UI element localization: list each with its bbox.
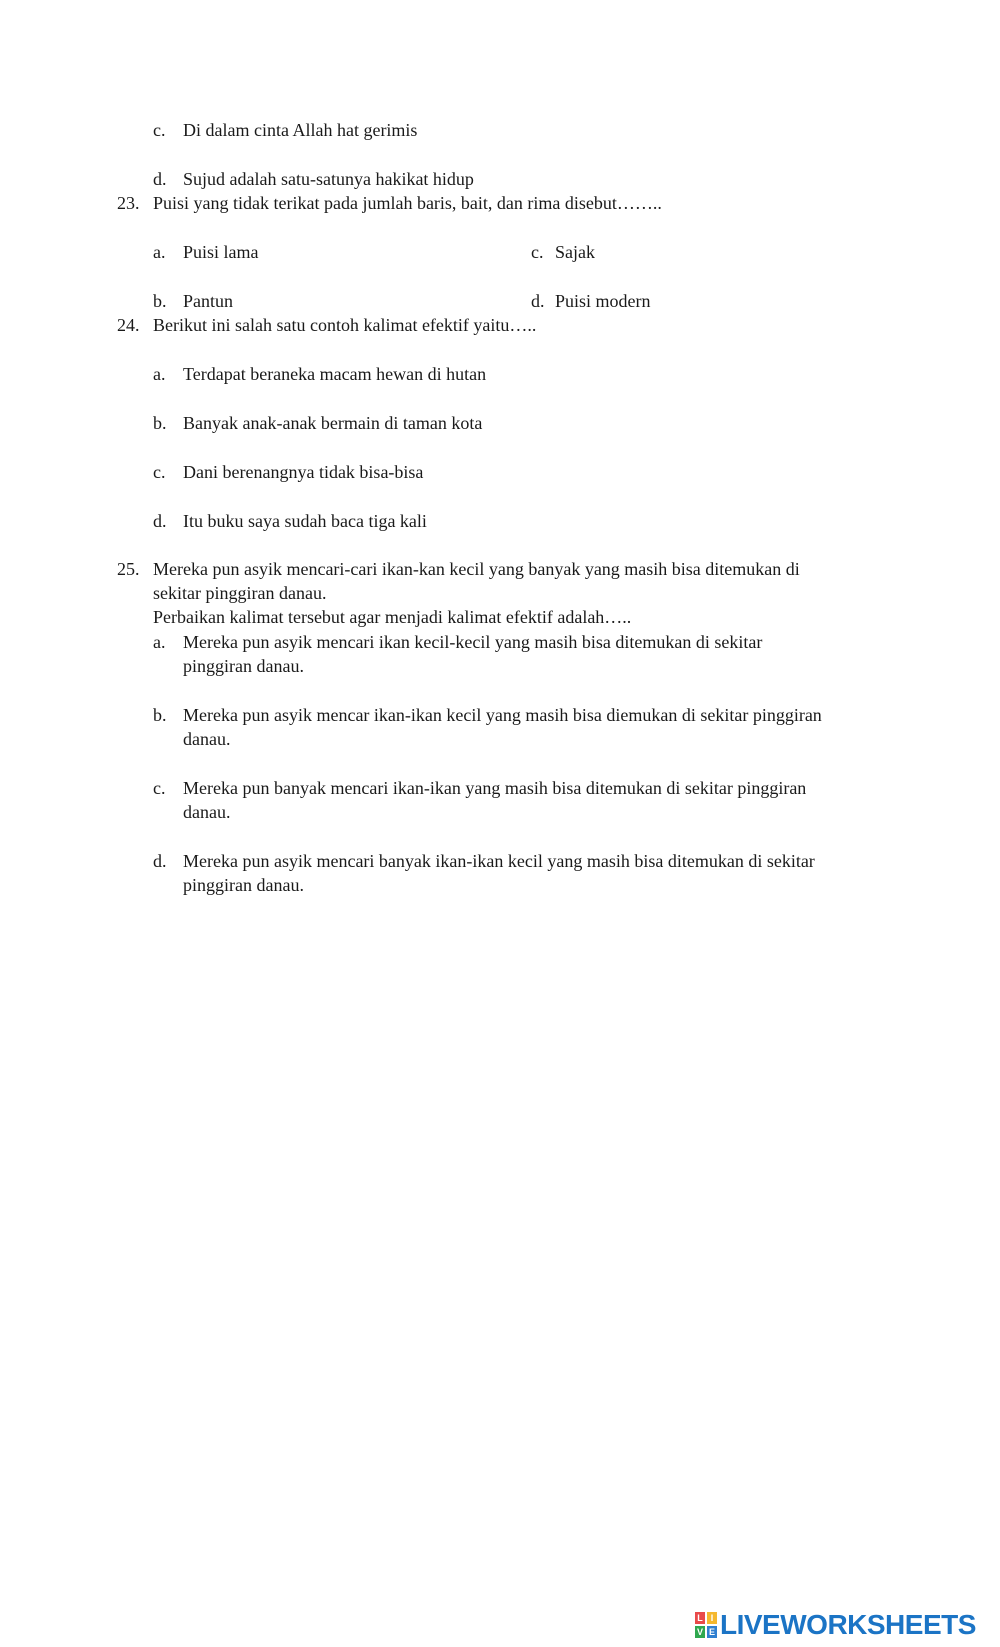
option-label: a. <box>153 364 166 384</box>
option-label: d. <box>153 511 167 531</box>
option-text-line-2: pinggiran danau. <box>183 656 304 676</box>
option-label: a. <box>153 632 166 652</box>
logo-blocks-icon <box>695 1612 717 1638</box>
question-number: 24. <box>117 315 140 335</box>
question-text: Puisi yang tidak terikat pada jumlah baris, bait, dan rima disebut…….. <box>153 193 662 213</box>
option-text: Puisi modern <box>555 291 651 311</box>
logo-block-v: V <box>696 1627 703 1637</box>
option-text-line-1: Mereka pun asyik mencar ikan-ikan kecil yang masih bisa diemukan di sekitar pinggiran <box>183 705 822 725</box>
option-label: b. <box>153 291 167 311</box>
option-text: Sajak <box>555 242 595 262</box>
logo-block-i: I <box>707 1612 717 1624</box>
option-text-line-2: danau. <box>183 802 231 822</box>
option-text: Dani berenangnya tidak bisa-bisa <box>183 462 424 482</box>
option-text-line-1: Mereka pun asyik mencari banyak ikan-ikan kecil yang masih bisa ditemukan di sekitar <box>183 851 815 871</box>
option-text: Pantun <box>183 291 234 311</box>
option-text: Banyak anak-anak bermain di taman kota <box>183 413 483 433</box>
option-label: c. <box>153 120 166 140</box>
question-text-line-2: sekitar pinggiran danau. <box>153 583 327 603</box>
question-text-line-3: Perbaikan kalimat tersebut agar menjadi kalimat efektif adalah….. <box>153 607 632 627</box>
option-label: c. <box>531 242 544 262</box>
option-text: Di dalam cinta Allah hat gerimis <box>183 120 418 140</box>
question-number: 23. <box>117 193 140 213</box>
option-label: c. <box>153 462 166 482</box>
logo-block-l: L <box>695 1612 705 1624</box>
option-text-line-2: pinggiran danau. <box>183 875 304 895</box>
question-number: 25. <box>117 559 140 579</box>
option-label: a. <box>153 242 166 262</box>
option-label: d. <box>531 291 545 311</box>
option-label: b. <box>153 705 167 725</box>
option-label: d. <box>153 169 167 189</box>
liveworksheets-logo <box>695 1610 976 1640</box>
option-text: Sujud adalah satu-satunya hakikat hidup <box>183 169 474 189</box>
question-text: Berikut ini salah satu contoh kalimat efektif yaitu….. <box>153 315 537 335</box>
option-label: c. <box>153 778 166 798</box>
option-text: Itu buku saya sudah baca tiga kali <box>183 511 427 531</box>
option-text: Terdapat beraneka macam hewan di hutan <box>183 364 487 384</box>
option-text: Puisi lama <box>183 242 259 262</box>
logo-text: LIVEWORKSHEETS <box>720 1609 976 1640</box>
option-text-line-2: danau. <box>183 729 231 749</box>
option-text-line-1: Mereka pun banyak mencari ikan-ikan yang masih bisa ditemukan di sekitar pinggiran <box>183 778 807 798</box>
option-label: d. <box>153 851 167 871</box>
option-label: b. <box>153 413 167 433</box>
question-text-line-1: Mereka pun asyik mencari-cari ikan-kan kecil yang banyak yang masih bisa ditemukan di <box>153 559 800 579</box>
logo-block-e: E <box>708 1627 715 1637</box>
option-text-line-1: Mereka pun asyik mencari ikan kecil-kecil yang masih bisa ditemukan di sekitar <box>183 632 763 652</box>
